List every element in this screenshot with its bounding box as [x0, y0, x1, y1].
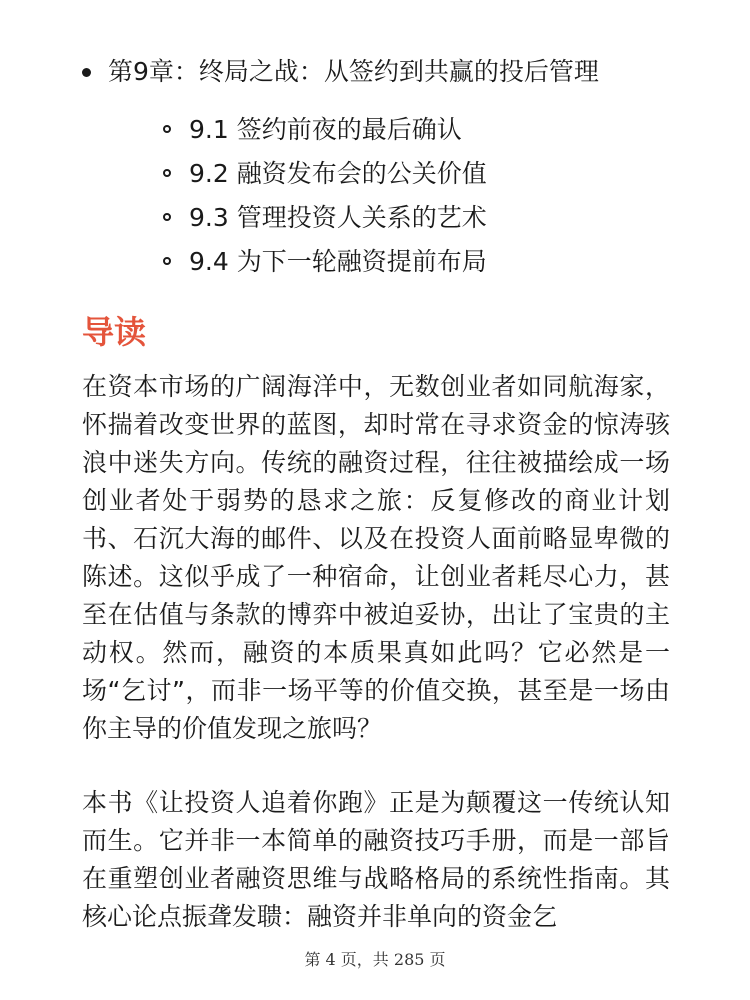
hollow-bullet-icon [163, 125, 171, 133]
chapter-list-item [108, 52, 599, 92]
page-footer: 第 4 页，共 285 页 [304, 950, 446, 969]
section-label: 9.3 管理投资人关系的艺术 [189, 203, 487, 232]
section-item [163, 240, 487, 284]
section-label: 9.1 签约前夜的最后确认 [189, 115, 462, 144]
section-list [163, 108, 487, 284]
intro-paragraph-2: 本书《让投资人追着你跑》正是为颠覆这一传统认知而生。它并非一本简单的融资技巧手册，而是一部旨在重塑创业者融资思维与战略格局的系统性指南。其核心论点振聋发聩：融资并非单向的资金乞 [82, 788, 670, 931]
hollow-bullet-icon [163, 169, 171, 177]
section-item [163, 108, 487, 152]
intro-heading: 导读 [82, 313, 147, 351]
intro-paragraph-1: 在资本市场的广阔海洋中，无数创业者如同航海家，怀揣着改变世界的蓝图，却时常在寻求资金的惊涛骇浪中迷失方向。传统的融资过程，往往被描绘成一场创业者处于弱势的恳求之旅：反复修改的商业计划书、石沉大海的邮件、以及在投资人面前略显卑微的陈述。这似乎成了一种宿命，让创业者耗尽心力，甚至在估值与条款的博弈中被迫妥协，出让了宝贵的主动权。然而，融资的本质果真如此吗？它必然是一场“乞讨”，而非一场平等的价值交换，甚至是一场由你主导的价值发现之旅吗？ [82, 372, 670, 743]
hollow-bullet-icon [163, 213, 171, 221]
section-item [163, 196, 487, 240]
section-item [163, 152, 487, 196]
chapter-title: 第9章：终局之战：从签约到共赢的投后管理 [108, 57, 599, 86]
section-label: 9.4 为下一轮融资提前布局 [189, 247, 487, 276]
hollow-bullet-icon [163, 257, 171, 265]
bullet-disc-icon [82, 68, 91, 77]
section-label: 9.2 融资发布会的公关价值 [189, 159, 487, 188]
